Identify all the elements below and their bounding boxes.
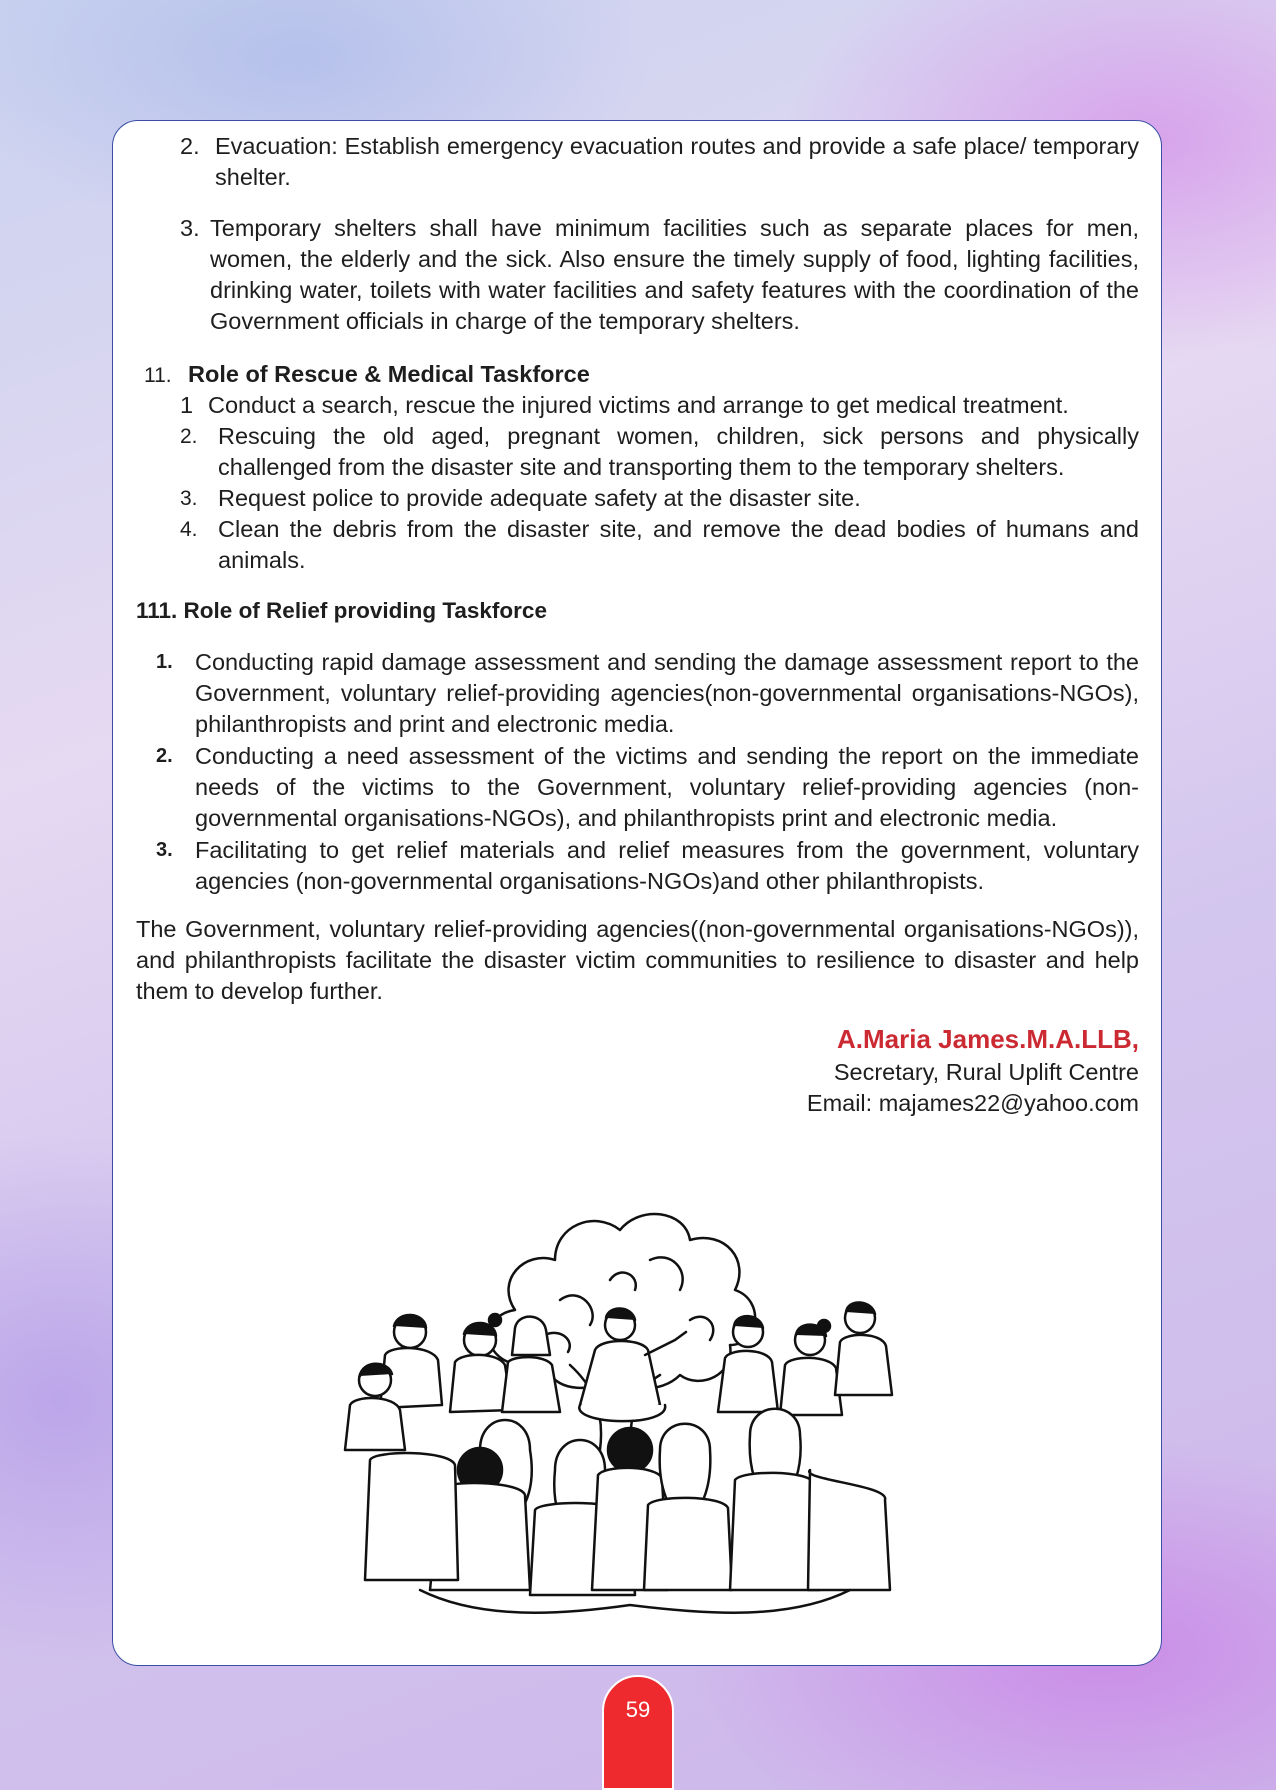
author-name: A.Maria James.M.A.LLB, <box>837 1024 1139 1054</box>
list-item: Conducting rapid damage assessment and sending the damage assessment report to the Government, voluntary relief-providing agencies(non-governmental organisations-NGOs), philanthropists and print and electronic media. <box>195 649 1139 737</box>
section-heading-rescue: Role of Rescue & Medical Taskforce <box>188 361 590 387</box>
list-item-evacuation: Evacuation: Establish emergency evacuation routes and provide a safe place/ temporary shelter. <box>215 133 1139 190</box>
list-item-number: 2. <box>180 425 198 448</box>
list-item-shelters: Temporary shelters shall have minimum facilities such as separate places for men, women, the elderly and the sick. Also ensure the timely supply of food, lighting facilities, drinking water, toilets with water facilities and safety features with the coordination of the Government officials in charge of the temporary shelters. <box>210 215 1139 334</box>
section-number: 11. <box>144 364 172 387</box>
list-item: Conducting a need assessment of the victims and sending the report on the immediate needs of the victims to the Government, voluntary relief-providing agencies (non-governmental organisations-NGOs), and philanthropists print and electronic media. <box>195 743 1139 831</box>
list-item-number: 3. <box>180 215 200 241</box>
list-item: Rescuing the old aged, pregnant women, children, sick persons and physically challenged from the disaster site and transporting them to the temporary shelters. <box>218 423 1139 480</box>
author-title: Secretary, Rural Uplift Centre <box>833 1059 1139 1085</box>
closing-paragraph: The Government, voluntary relief-providing agencies((non-governmental organisations-NGOs)), and philanthropists facilitate the disaster victim communities to resilience to disaster and help them to develop further. <box>136 916 1139 1004</box>
page-number: 59 <box>625 1697 651 1722</box>
community-meeting-illustration <box>330 1150 930 1620</box>
list-item-number: 2. <box>156 745 173 767</box>
page-number-tab <box>602 1675 674 1790</box>
list-item-number: 1 <box>180 392 194 418</box>
list-item-number: 3. <box>156 839 173 861</box>
list-item: Facilitating to get relief materials and relief measures from the government, voluntary agencies (non-governmental organisations-NGOs)and other philanthropists. <box>195 837 1139 894</box>
list-item-number: 4. <box>180 518 198 541</box>
section-heading-relief: 111. Role of Relief providing Taskforce <box>136 598 547 623</box>
list-item-number: 1. <box>156 651 173 673</box>
list-item: Clean the debris from the disaster site, and remove the dead bodies of humans and animals. <box>218 516 1139 573</box>
list-item: Conduct a search, rescue the injured victims and arrange to get medical treatment. <box>208 392 1069 418</box>
list-item-number: 2. <box>180 133 200 159</box>
list-item: Request police to provide adequate safety at the disaster site. <box>218 485 861 511</box>
author-email: Email: majames22@yahoo.com <box>806 1090 1139 1116</box>
list-item-number: 3. <box>180 487 198 510</box>
